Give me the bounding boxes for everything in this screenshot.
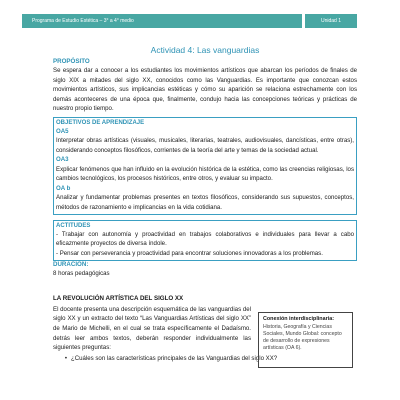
page-header	[22, 14, 357, 28]
actitudes-box	[53, 220, 357, 261]
header-unit-label: Unidad 1	[305, 14, 357, 28]
document-content	[53, 45, 357, 363]
section-body	[53, 305, 357, 364]
objetivos-box	[53, 117, 357, 215]
duracion-label: DURACIÓN:	[53, 261, 89, 269]
actitudes-label: ACTITUDES	[56, 222, 91, 229]
oa-text: Interpretar obras artísticas (visuales, musicales, literarias, teatrales, audiovisuales, dancísticas, entre otras), considerando conceptos filosóficos, corrientes de la teoría del arte y temas de la sociedad actual.	[56, 137, 354, 154]
oa-text: Explicar fenómenos que han influido en la evolución histórica de la estética, como las creencias religiosas, los cambios tecnológicos, los procesos históricos, entre otros, y evaluar su impacto.	[56, 165, 354, 183]
bullet-icon: •	[64, 354, 67, 362]
proposito-text: Se espera dar a conocer a los estudiantes los movimientos artísticos que abarcan los períodos de finales de siglo XIX a mitades del siglo XX, conocidos como las Vanguardias. Es importante que conozcan estos movimientos artísticos, sus implicancias estéticas y cómo su aparición se relaciona estrechamente con los demás aconteceres de una época que, finalmente, condujo hacia las concepciones teóricas y prácticas de nuestro propio tiempo.	[53, 67, 357, 113]
oa-code: OA3	[56, 156, 69, 164]
interdisciplinary-text: Historia, Geografía y Ciencias Sociales, Mundo Global: concepto de desarrollo de expresiones artísticas (OA 6).	[263, 323, 342, 352]
question-text: ¿Cuáles son las características principales de las Vanguardias del siglo XX?	[71, 354, 278, 362]
oa-text: Analizar y fundamentar problemas presentes en textos filosóficos, considerando sus supuestos, conceptos, métodos de razonamiento e implicancias en la vida cotidiana.	[56, 194, 354, 211]
interdisciplinary-box	[258, 312, 353, 368]
interdisciplinary-title: Conexión interdisciplinaria:	[263, 315, 334, 322]
actitud-item: - Pensar con perseverancia y proactividad para encontrar soluciones innovadoras a los problemas.	[56, 249, 323, 257]
section-text: El docente presenta una descripción esquemática de las vanguardias del siglo XX y un extracto del texto “Las Vanguardias Artísticas del siglo XX” de Mario de Michelli, en el cual se trata específicamente el Dadaísmo. detrás leer ambos textos, deberán responder individualmente las siguientes preguntas:	[53, 305, 251, 352]
objetivos-label: OBJETIVOS DE APRENDIZAJE	[56, 119, 145, 126]
section-title: LA REVOLUCIÓN ARTÍSTICA DEL SIGLO XX	[53, 294, 184, 302]
page-title: Actividad 4: Las vanguardias	[150, 45, 260, 55]
duracion-text: 8 horas pedagógicas	[53, 270, 110, 278]
actitud-item: - Trabajar con autonomía y proactividad en trabajos colaborativos e individuales para llevar a cabo eficazmente proyectos de diversa índole.	[56, 230, 354, 248]
oa-code: OA b	[56, 184, 71, 192]
oa-code: OA5	[56, 127, 69, 135]
proposito-label: PROPÓSITO	[53, 58, 90, 65]
header-program-label: Programa de Estudio Estética – 3° a 4° medio	[22, 14, 302, 28]
